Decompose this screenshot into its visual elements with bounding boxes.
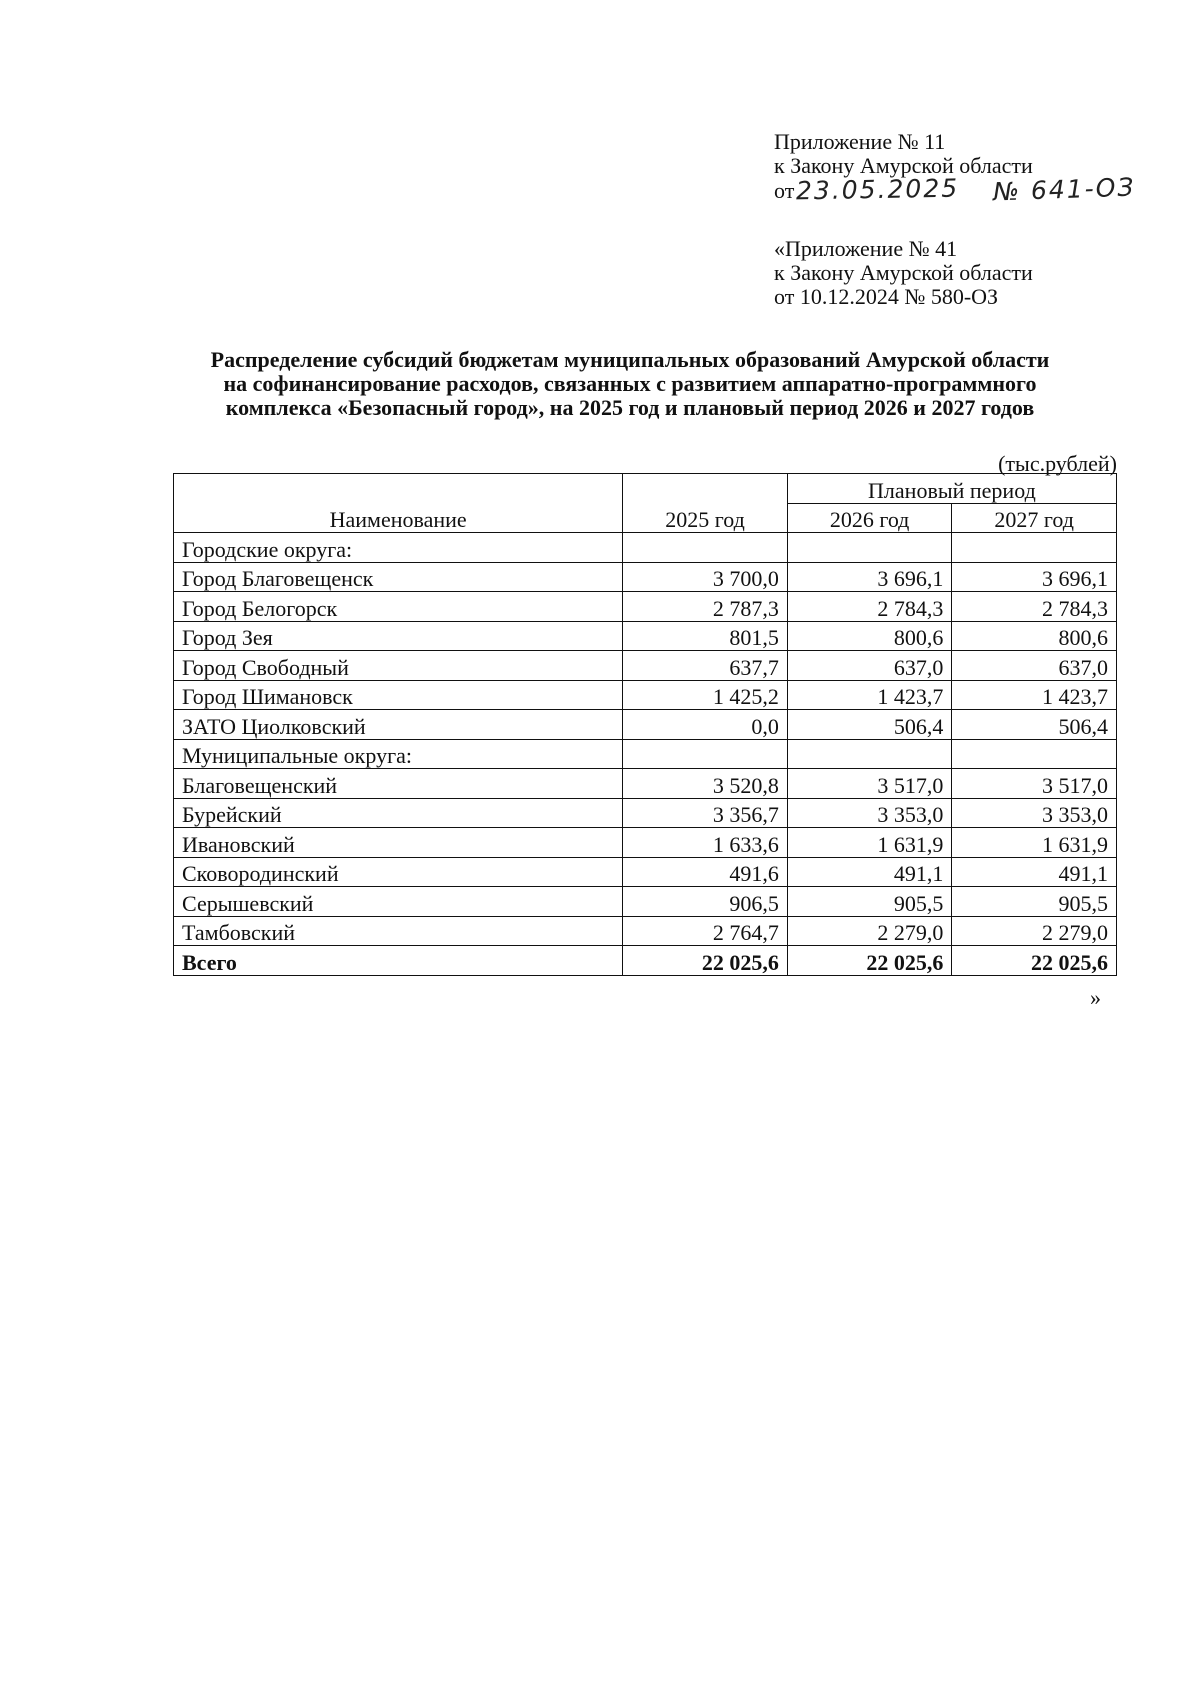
- cell-2025: 1 425,2: [623, 680, 788, 710]
- cell-2026: 1 423,7: [787, 680, 952, 710]
- municipal-rows: [174, 769, 1117, 946]
- cell-2027: 800,6: [952, 621, 1117, 651]
- cell-2026: 491,1: [787, 857, 952, 887]
- date-prefix: от: [774, 178, 795, 203]
- cell-name: Сковородинский: [174, 857, 623, 887]
- cell-name: Ивановский: [174, 828, 623, 858]
- appendix-number: Приложение № 11: [774, 129, 946, 154]
- header-planned-period: Плановый период: [787, 474, 1116, 504]
- cell-2026: 506,4: [787, 710, 952, 740]
- total-2027: 22 025,6: [952, 946, 1117, 976]
- cell-2027: 637,0: [952, 651, 1117, 681]
- table-row: [174, 769, 1117, 799]
- title-line-1: Распределение субсидий бюджетам муниципальных образований Амурской области: [210, 347, 1050, 372]
- cell-2027: 1 631,9: [952, 828, 1117, 858]
- cell-name: ЗАТО Циолковский: [174, 710, 623, 740]
- cell-2025: 0,0: [623, 710, 788, 740]
- cell-2025: 3 520,8: [623, 769, 788, 799]
- urban-rows: [174, 562, 1117, 739]
- cell-2026: 800,6: [787, 621, 952, 651]
- total-2026: 22 025,6: [787, 946, 952, 976]
- cell-name: Город Зея: [174, 621, 623, 651]
- units-label: (тыс.рублей): [998, 451, 1117, 476]
- appendix-header-old: [774, 237, 1033, 309]
- appendix-old-law: к Закону Амурской области: [774, 260, 1033, 285]
- cell-2027: 905,5: [952, 887, 1117, 917]
- cell-name: Серышевский: [174, 887, 623, 917]
- table-row: [174, 798, 1117, 828]
- header-2027: 2027 год: [952, 503, 1117, 533]
- cell-2025: 491,6: [623, 857, 788, 887]
- appendix-header-new: [774, 129, 1137, 207]
- table-row: [174, 621, 1117, 651]
- handwritten-law-number: № 641-ОЗ: [992, 172, 1137, 207]
- table-row: [174, 562, 1117, 592]
- cell-2027: 1 423,7: [952, 680, 1117, 710]
- table-row: [174, 680, 1117, 710]
- document-title: [150, 348, 1110, 420]
- table-row: [174, 592, 1117, 622]
- cell-2027: 2 784,3: [952, 592, 1117, 622]
- appendix-old-date: от 10.12.2024 № 580-ОЗ: [774, 284, 999, 309]
- header-name: Наименование: [174, 474, 623, 533]
- cell-2025: 637,7: [623, 651, 788, 681]
- cell-2025: 2 787,3: [623, 592, 788, 622]
- table-row: [174, 857, 1117, 887]
- appendix-old-number: «Приложение № 41: [774, 236, 958, 261]
- cell-2027: 3 696,1: [952, 562, 1117, 592]
- total-label: Всего: [174, 946, 623, 976]
- total-row: [174, 946, 1117, 976]
- cell-2026: 1 631,9: [787, 828, 952, 858]
- cell-2026: 2 784,3: [787, 592, 952, 622]
- total-2025: 22 025,6: [623, 946, 788, 976]
- cell-2026: 2 279,0: [787, 916, 952, 946]
- cell-name: Город Шимановск: [174, 680, 623, 710]
- table-row: [174, 887, 1117, 917]
- cell-2027: 506,4: [952, 710, 1117, 740]
- cell-2027: 3 517,0: [952, 769, 1117, 799]
- cell-2025: 906,5: [623, 887, 788, 917]
- group-row: [174, 739, 1117, 769]
- subsidy-table: [173, 473, 1117, 976]
- group-urban: Городские округа:: [174, 533, 623, 563]
- cell-2025: 3 700,0: [623, 562, 788, 592]
- group-row: [174, 533, 1117, 563]
- cell-2026: 3 517,0: [787, 769, 952, 799]
- cell-name: Город Свободный: [174, 651, 623, 681]
- title-line-3: комплекса «Безопасный город», на 2025 год и плановый период 2026 и 2027 годов: [225, 395, 1035, 420]
- header-row: [174, 474, 1117, 504]
- header-2025: 2025 год: [623, 474, 788, 533]
- cell-name: Благовещенский: [174, 769, 623, 799]
- cell-2025: 3 356,7: [623, 798, 788, 828]
- table-row: [174, 916, 1117, 946]
- header-2026: 2026 год: [787, 503, 952, 533]
- closing-quote: »: [1090, 985, 1101, 1010]
- appendix-law: к Закону Амурской области: [774, 153, 1033, 178]
- cell-name: Бурейский: [174, 798, 623, 828]
- cell-2025: 801,5: [623, 621, 788, 651]
- group-municipal: Муниципальные округа:: [174, 739, 623, 769]
- appendix-date-row: [774, 172, 1137, 207]
- cell-2027: 3 353,0: [952, 798, 1117, 828]
- cell-name: Город Белогорск: [174, 592, 623, 622]
- cell-2025: 1 633,6: [623, 828, 788, 858]
- cell-2026: 3 696,1: [787, 562, 952, 592]
- table-row: [174, 828, 1117, 858]
- handwritten-date: 23.05.2025: [796, 173, 960, 206]
- cell-2026: 905,5: [787, 887, 952, 917]
- cell-2026: 3 353,0: [787, 798, 952, 828]
- cell-2027: 2 279,0: [952, 916, 1117, 946]
- table-row: [174, 710, 1117, 740]
- table-row: [174, 651, 1117, 681]
- cell-2026: 637,0: [787, 651, 952, 681]
- cell-name: Город Благовещенск: [174, 562, 623, 592]
- cell-2027: 491,1: [952, 857, 1117, 887]
- cell-2025: 2 764,7: [623, 916, 788, 946]
- cell-name: Тамбовский: [174, 916, 623, 946]
- title-line-2: на софинансирование расходов, связанных с развитием аппаратно-программного: [223, 371, 1037, 396]
